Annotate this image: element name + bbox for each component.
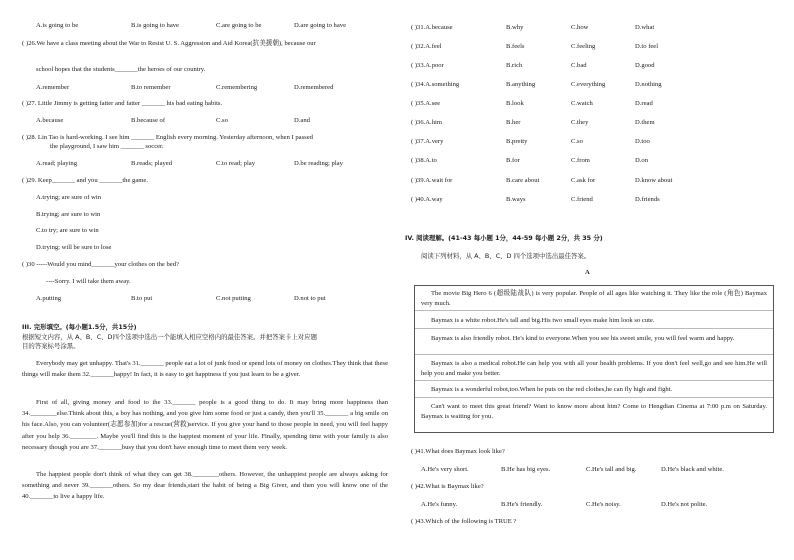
option-b[interactable]: B.because of	[131, 117, 166, 124]
q41-options	[421, 466, 751, 474]
q38-option-d[interactable]: D.on	[635, 157, 649, 164]
option-c[interactable]: C.He's tall and big.	[586, 466, 637, 473]
option-b[interactable]: B.He has big eyes.	[501, 466, 551, 473]
q42-question: ( )42.What is Baymax like?	[411, 483, 484, 490]
q34-option-a[interactable]: ( )34.A.something	[411, 81, 460, 88]
option-c[interactable]: C.He's noisy.	[586, 501, 621, 508]
option-c[interactable]: C.so	[216, 117, 228, 124]
q34-option-c[interactable]: C.everything	[571, 81, 606, 88]
q38-option-c[interactable]: C.from	[571, 157, 590, 164]
divider	[415, 397, 773, 398]
q36-option-a[interactable]: ( )36.A.him	[411, 119, 442, 126]
cloze-paragraph-2: First of all, giving money and food to the 33._______ people is a good thing to do. It may bring more happiness than 34.________else.Think about this, a boy has nothing, and you give him some food or just a candy, then you'll 35._______ a big smile on his face.Also, you can volunteer(志愿参加)for a rescue(营救)service. If you give your hand to those people in need, you will feel happy after you help 36.________. Maybe you'll find this is the happiest moment of your life. Finally, spending time with your family is also necessary though you are 37._______busy that you don't have enough time to meet them very week.	[22, 399, 388, 451]
q41-question: ( )41.What does Baymax look like?	[411, 448, 505, 455]
q36-row	[411, 119, 705, 127]
q37-row	[411, 138, 705, 146]
q39-option-d[interactable]: D.know about	[635, 177, 673, 184]
q29-option-c[interactable]: C.to try; are sure to win	[36, 227, 99, 234]
option-a[interactable]: A.because	[36, 117, 64, 124]
q32-option-c[interactable]: C.feeling	[571, 43, 596, 50]
q39-row	[411, 177, 705, 185]
q27-options	[36, 117, 384, 125]
passage-paragraph-5: Baymax is a wonderful robot,too.When he puts on the red clothes,he can fly high and fight.	[431, 386, 673, 393]
q33-option-c[interactable]: C.bad	[571, 62, 587, 69]
q26-options	[36, 84, 384, 92]
section3-title: III. 完形填空。(每小题1.5分，共15分)	[22, 323, 137, 331]
option-a[interactable]: A.remember	[36, 84, 70, 91]
section3-instruction: 根据短文内容，从 A、B、C、D四个选项中选出一个能填入相应空格内的最佳答案。并把答案卡上对应题	[22, 333, 317, 341]
divider	[415, 380, 773, 381]
q31-option-b[interactable]: B.why	[506, 24, 524, 31]
q38-row	[411, 157, 705, 165]
q32-row	[411, 43, 705, 51]
q29-question: ( )29. Keep_______ and you _______the game.	[22, 177, 148, 184]
passage-paragraph-4: Baymax is also a medical robot.He can help you with all your health problems. If you don't feel well,go and see him.He will help you and make you better.	[421, 360, 767, 377]
option-a[interactable]: A.He's funny.	[421, 501, 458, 508]
option-d[interactable]: D.are going to have	[294, 22, 346, 29]
q28-options	[36, 160, 384, 168]
divider	[415, 310, 773, 311]
option-c[interactable]: C.are going to be	[216, 22, 262, 29]
q39-option-a[interactable]: ( )39.A.wait for	[411, 177, 453, 184]
q37-option-a[interactable]: ( )37.A.very	[411, 138, 444, 145]
option-b[interactable]: B.reads; played	[131, 160, 173, 167]
q33-option-b[interactable]: B.rich	[506, 62, 523, 69]
option-b[interactable]: B.to put	[131, 295, 153, 302]
option-a[interactable]: A.read; playing	[36, 160, 78, 167]
passage-paragraph-1: The movie Big Hero 6 (超级陆战队) is very popular. People of all ages like watching it. They like the role (角色) Baymax very much.	[421, 290, 767, 307]
q31-option-d[interactable]: D.what	[635, 24, 655, 31]
q32-option-d[interactable]: D.to feel	[635, 43, 659, 50]
q32-option-a[interactable]: ( )32.A.feel	[411, 43, 442, 50]
q31-row	[411, 24, 705, 32]
q40-option-a[interactable]: ( )40.A.way	[411, 196, 443, 203]
q33-option-d[interactable]: D.good	[635, 62, 655, 69]
option-d[interactable]: D.be reading; play	[294, 160, 343, 167]
q26-question: )26.We have a class meeting about the War to Resist U. S. Aggression and Aid Korea(抗美援朝), because our	[26, 40, 316, 47]
option-a[interactable]: A.He's very short.	[421, 466, 469, 473]
q38-option-b[interactable]: B.for	[506, 157, 520, 164]
q39-option-b[interactable]: B.care about	[506, 177, 540, 184]
q35-row	[411, 100, 705, 108]
q28-question: ( )28. Lin Tao is hard-working. I see him _______ English every morning. Yesterday afternoon, when I passed	[22, 134, 313, 141]
q38-option-a[interactable]: ( )38.A.to	[411, 157, 437, 164]
q31-option-c[interactable]: C.how	[571, 24, 589, 31]
q42-options	[421, 501, 751, 509]
divider	[415, 354, 773, 355]
q37-option-b[interactable]: B.pretty	[506, 138, 528, 145]
q33-row	[411, 62, 705, 70]
q30-continuation: ----Sorry. I will take them away.	[46, 278, 131, 285]
q30-options	[36, 295, 384, 303]
option-a[interactable]: A.is going to be	[36, 22, 79, 29]
q40-option-b[interactable]: B.ways	[506, 196, 526, 203]
passage-label: A	[585, 269, 590, 276]
option-d[interactable]: D.and	[294, 117, 310, 124]
q32-option-b[interactable]: B.feels	[506, 43, 525, 50]
q29-option-a[interactable]: A.trying; are sure of win	[36, 194, 102, 201]
passage-paragraph-3: Baymax is also friendly robot. He's kind to everyone.When you see his sweet smile, you will feel warm and happy.	[431, 335, 735, 342]
cloze-paragraph-1: Everybody may get unhappy. That's 31._______ people eat a lot of junk food or spend lots of money on clothes.They think that these things will make them 32._______happy! In fact, it is easy to get happiness if you just learn to be a giver.	[22, 360, 388, 378]
passage-paragraph-6: Can't want to meet this great friend? Want to know more about him? Come to Hengdian Cinema at 7:00 p.m on Saturday. Baymax is waiting for you.	[421, 403, 767, 420]
q36-option-c[interactable]: C.they	[571, 119, 589, 126]
q40-row	[411, 196, 705, 204]
q35-option-a[interactable]: ( )35.A.see	[411, 100, 441, 107]
section3-instruction-cont: 目的答案标号涂黑。	[22, 342, 80, 350]
option-d[interactable]: D.remembered	[294, 84, 334, 91]
reading-passage-box	[414, 285, 774, 433]
q25-options	[36, 22, 384, 30]
q28-continuation: the playground, I saw him _______ soccer.	[50, 143, 164, 150]
q39-option-c[interactable]: C.ask for	[571, 177, 596, 184]
q36-option-d[interactable]: D.them	[635, 119, 655, 126]
option-a[interactable]: A.putting	[36, 295, 62, 302]
q30-question: ( )30 -----Would you mind_______your clothes on the bed?	[22, 261, 179, 268]
q43-question: ( )43.Which of the following is TRUE ?	[411, 518, 517, 525]
q40-option-d[interactable]: D.friends	[635, 196, 660, 203]
option-d[interactable]: D.not to put	[294, 295, 326, 302]
option-d[interactable]: D.He's black and white.	[661, 466, 724, 473]
option-b[interactable]: B.He's friendly.	[501, 501, 543, 508]
q34-option-b[interactable]: B.anything	[506, 81, 536, 88]
q34-option-d[interactable]: D.nothing	[635, 81, 662, 88]
q35-option-b[interactable]: B.look	[506, 100, 524, 107]
cloze-paragraph-3: The happiest people don't think of what they can get 38.________others. However, the unhappiest people are always asking for something and never 39._______others. So my dear friends,start the habit of being a Big Giver, and then you will know one of the 40._______to live a happy life.	[22, 471, 388, 500]
passage-paragraph-2: Baymax is a white robot.He's tall and big.His two small eyes make him look so cute.	[431, 317, 655, 324]
q27-question: ( )27. Little Jimmy is getting fatter and fatter _______ his bad eating habits.	[22, 100, 223, 107]
q35-option-d[interactable]: D.read	[635, 100, 653, 107]
q34-row	[411, 81, 705, 89]
q36-option-b[interactable]: B.her	[506, 119, 521, 126]
q31-option-a[interactable]: ( )31.A.because	[411, 24, 453, 31]
section4-instruction: 阅读下列材料，从 A、B、C、D 四个选项中选出最佳答案。	[421, 252, 591, 260]
q37-option-c[interactable]: C.so	[571, 138, 583, 145]
q35-option-c[interactable]: C.watch	[571, 100, 593, 107]
option-d[interactable]: D.He's not polite.	[661, 501, 708, 508]
q40-option-c[interactable]: C.friend	[571, 196, 593, 203]
q26-prefix: (	[22, 40, 25, 47]
option-c[interactable]: C.to read; play	[216, 160, 256, 167]
option-b[interactable]: B.to remember	[131, 84, 171, 91]
option-b[interactable]: B.is going to have	[131, 22, 179, 29]
divider	[415, 328, 773, 329]
section4-title: IV. 阅读理解。(41-43 每小题 1分，44-59 每小题 2分，共 35 分)	[405, 234, 603, 242]
option-c[interactable]: C.not putting	[216, 295, 251, 302]
option-c[interactable]: C.remembering	[216, 84, 258, 91]
q29-option-b[interactable]: B.trying; are sure to win	[36, 211, 101, 218]
q29-option-d[interactable]: D.trying; will be sure to lose	[36, 244, 112, 251]
q26-continuation: school hopes that the students_______the heroes of our country.	[36, 66, 206, 73]
q33-option-a[interactable]: ( )33.A.poor	[411, 62, 444, 69]
q37-option-d[interactable]: D.too	[635, 138, 650, 145]
